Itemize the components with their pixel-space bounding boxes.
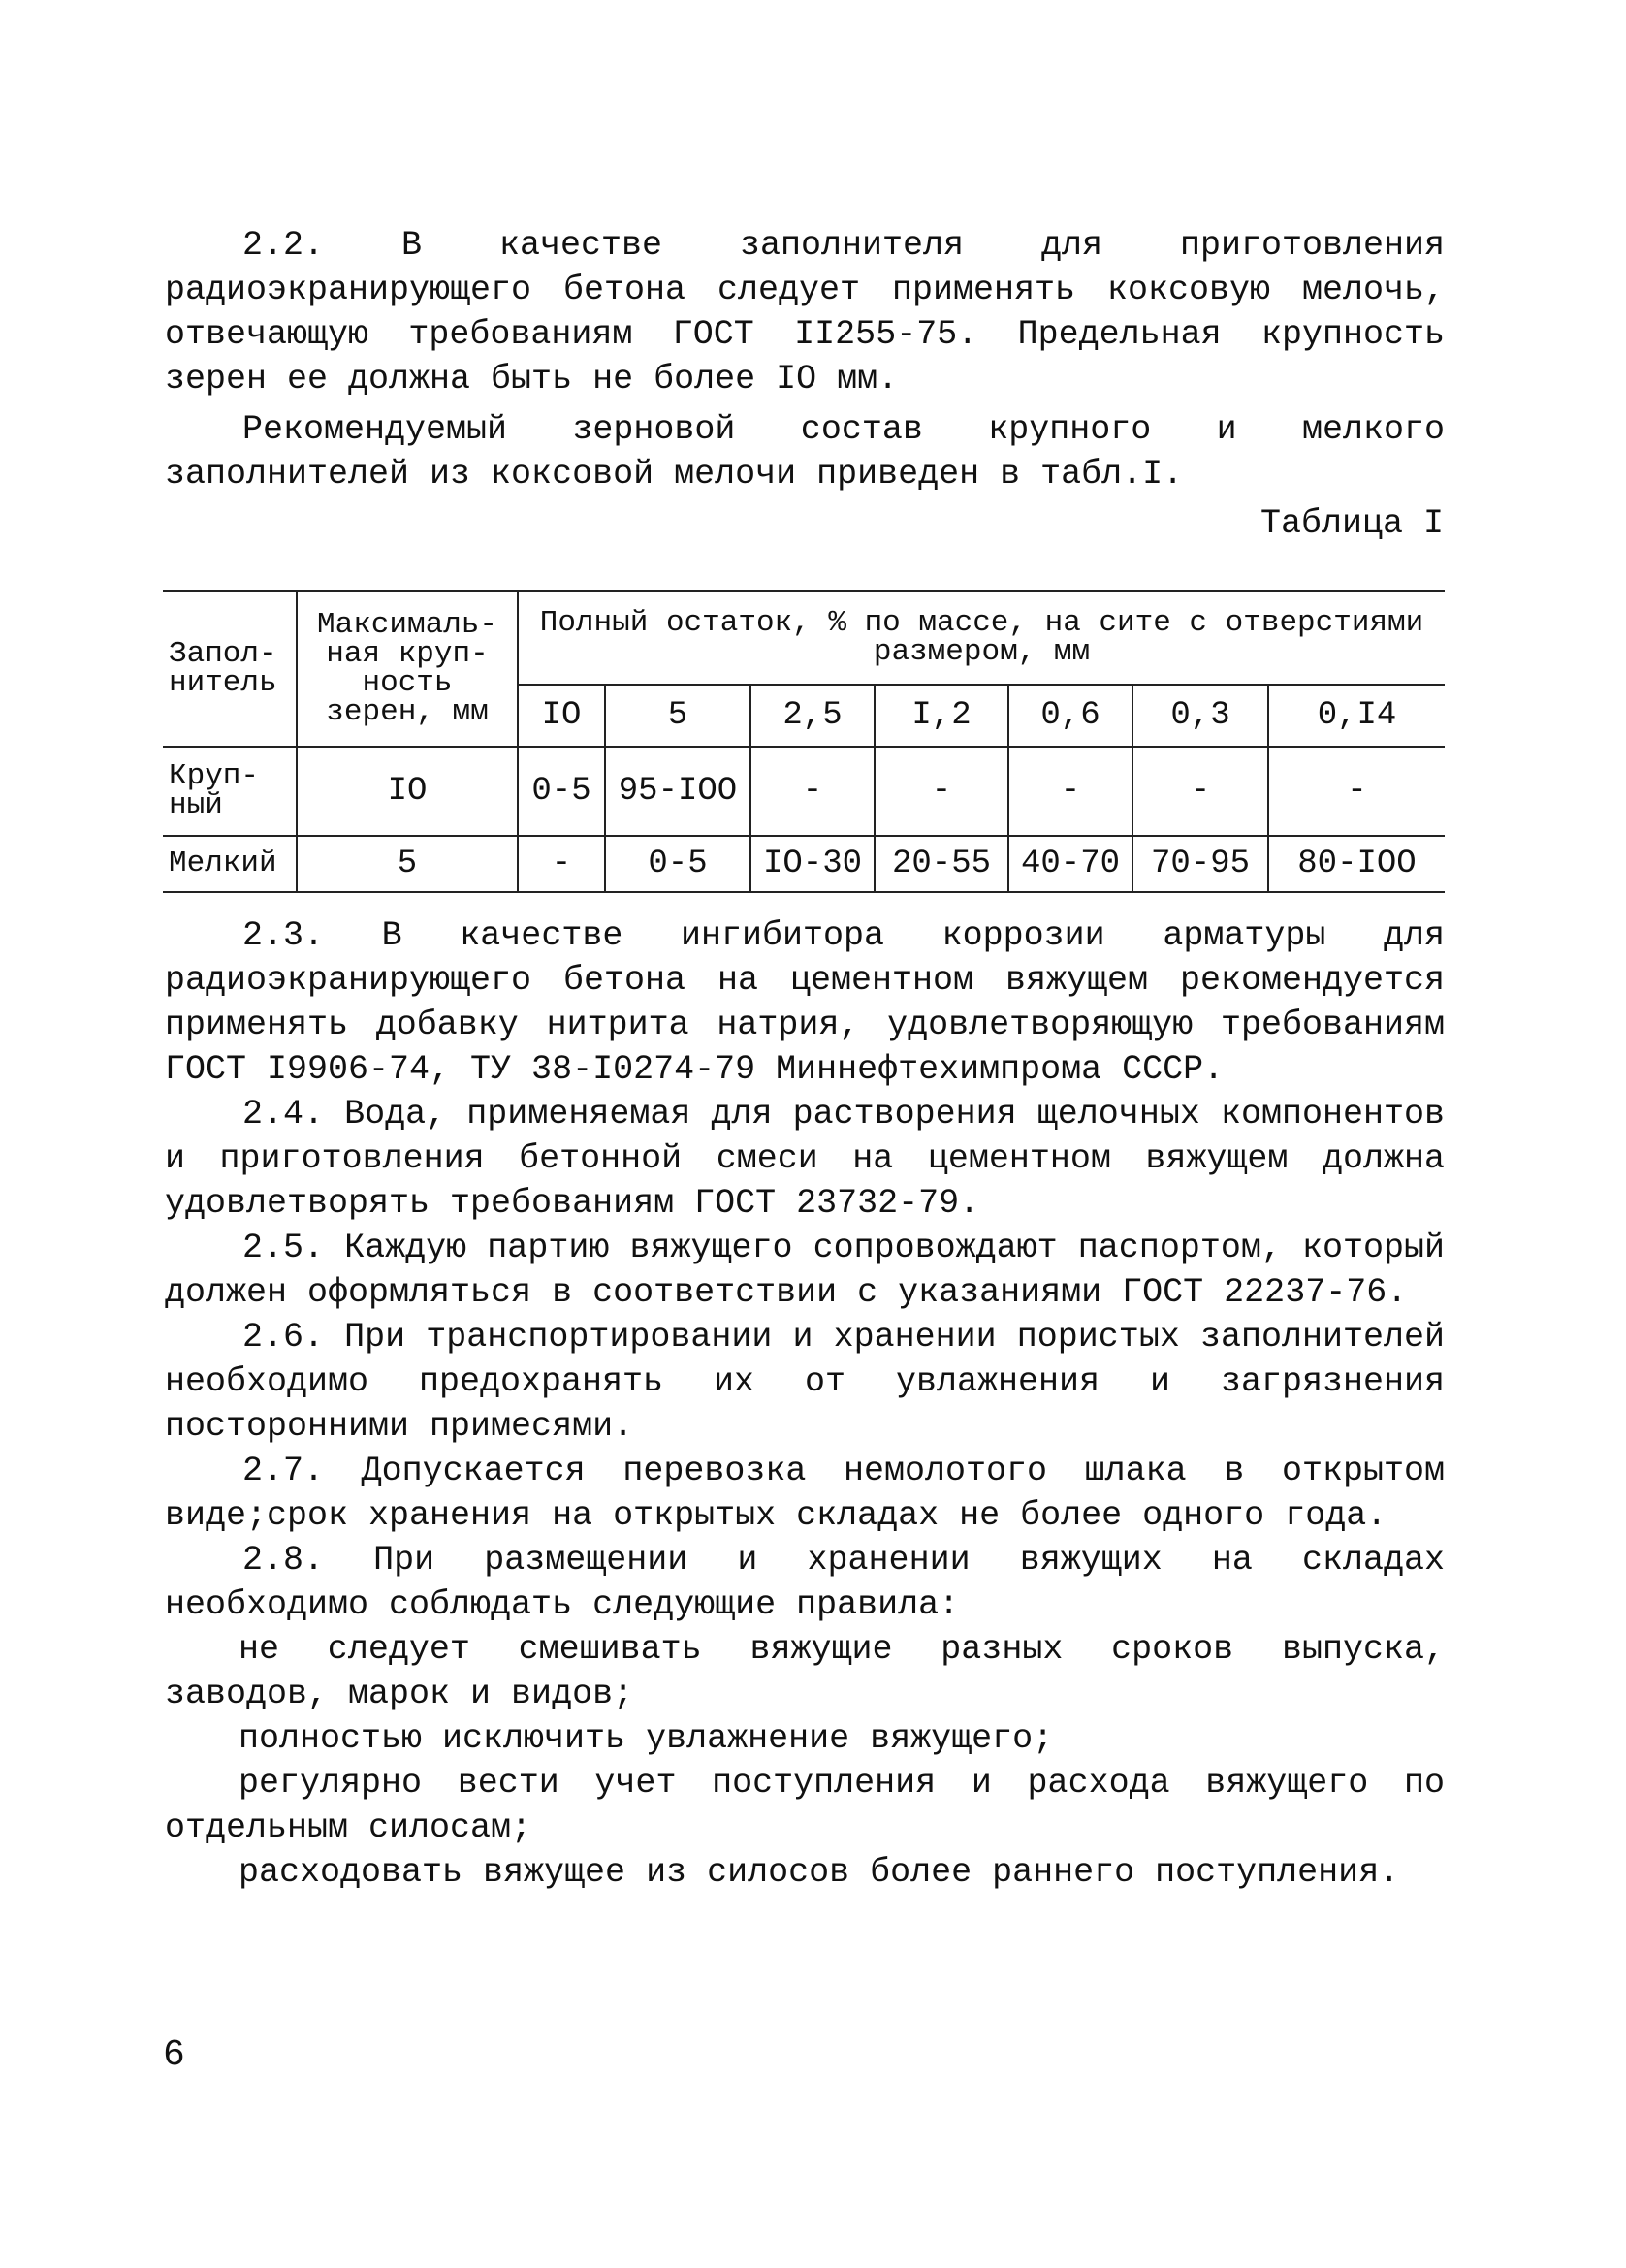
header-sieve: 5 (605, 685, 750, 747)
table-row-coarse (163, 747, 1445, 836)
rule-item: расходовать вяжущее из силосов более раннего поступления. (239, 1853, 1400, 1892)
header-sieve: 0,I4 (1268, 685, 1445, 747)
table-cell: 80-IOO (1268, 836, 1445, 892)
header-filler: Запол-нитель (163, 591, 297, 748)
table-cell: 70-95 (1132, 836, 1268, 892)
page-number: 6 (163, 2034, 185, 2076)
table-cell: 40-70 (1008, 836, 1132, 892)
header-sieve: I,2 (875, 685, 1008, 747)
table-cell: IO-30 (750, 836, 875, 892)
grain-composition-table (163, 590, 1445, 893)
row-max-size: 5 (297, 836, 518, 892)
table-caption: Таблица I (1259, 504, 1444, 543)
header-sieve: IO (518, 685, 605, 747)
row-name: Круп-ный (163, 747, 297, 836)
table-cell: - (750, 747, 875, 836)
header-sieve: 0,6 (1008, 685, 1132, 747)
table-cell: - (518, 836, 605, 892)
header-sieve: 2,5 (750, 685, 875, 747)
paragraph-2-3: 2.3. В качестве ингибитора коррозии арматуры для радиоэкранирующего бетона на цементном вяжущем рекомендуется применять добавку нитрита натрия, удовлетворяющую требованиям ГОСТ I9906-74, ТУ 38-I0274-79 Миннефтехимпрома СССР. (165, 916, 1445, 1089)
table-cell: 95-IOO (605, 747, 750, 836)
header-max-size: Максималь-ная круп-ность зерен, мм (297, 591, 518, 748)
header-residue-group: Полный остаток, % по массе, на сите с отверстиями размером, мм (518, 591, 1445, 686)
paragraph-2-6: 2.6. При транспортировании и хранении пористых заполнителей необходимо предохранять их от увлажнения и загрязнения посторонними примесями. (165, 1318, 1445, 1446)
table-header-row-1 (163, 591, 1445, 686)
row-max-size: IO (297, 747, 518, 836)
rule-item: полностью исключить увлажнение вяжущего; (239, 1719, 1054, 1758)
paragraph-2-4: 2.4. Вода, применяемая для растворения щелочных компонентов и приготовления бетонной смеси на цементном вяжущем должна удовлетворять требованиям ГОСТ 23732-79. (165, 1095, 1445, 1223)
table-cell: 0-5 (518, 747, 605, 836)
table-row-fine (163, 836, 1445, 892)
header-sieve: 0,3 (1132, 685, 1268, 747)
table-cell: - (875, 747, 1008, 836)
paragraph-2-5: 2.5. Каждую партию вяжущего сопровождают паспортом, который должен оформляться в соответствии с указаниями ГОСТ 22237-76. (165, 1229, 1445, 1312)
requirements-section (165, 913, 1445, 1895)
intro-section (165, 223, 1445, 496)
table-cell: - (1268, 747, 1445, 836)
rule-item: не следует смешивать вяжущие разных сроков выпуска, заводов, марок и видов; (165, 1630, 1445, 1713)
rule-item: регулярно вести учет поступления и расхода вяжущего по отдельным силосам; (165, 1764, 1445, 1847)
paragraph-2-7: 2.7. Допускается перевозка немолотого шлака в открытом виде;срок хранения на открытых складах не более одного года. (165, 1452, 1445, 1535)
paragraph-2-8: 2.8. При размещении и хранении вяжущих на складах необходимо соблюдать следующие правила: (165, 1541, 1445, 1624)
table-cell: 20-55 (875, 836, 1008, 892)
table-cell: 0-5 (605, 836, 750, 892)
paragraph-recommended-composition: Рекомендуемый зерновой состав крупного и мелкого заполнителей из коксовой мелочи приведен в табл.I. (165, 410, 1445, 494)
table-cell: - (1008, 747, 1132, 836)
table-cell: - (1132, 747, 1268, 836)
paragraph-2-2: 2.2. В качестве заполнителя для приготовления радиоэкранирующего бетона следует применять коксовую мелочь, отвечающую требованиям ГОСТ II255-75. Предельная крупность зерен ее должна быть не более IO мм. (165, 226, 1445, 399)
row-name: Мелкий (163, 836, 297, 892)
